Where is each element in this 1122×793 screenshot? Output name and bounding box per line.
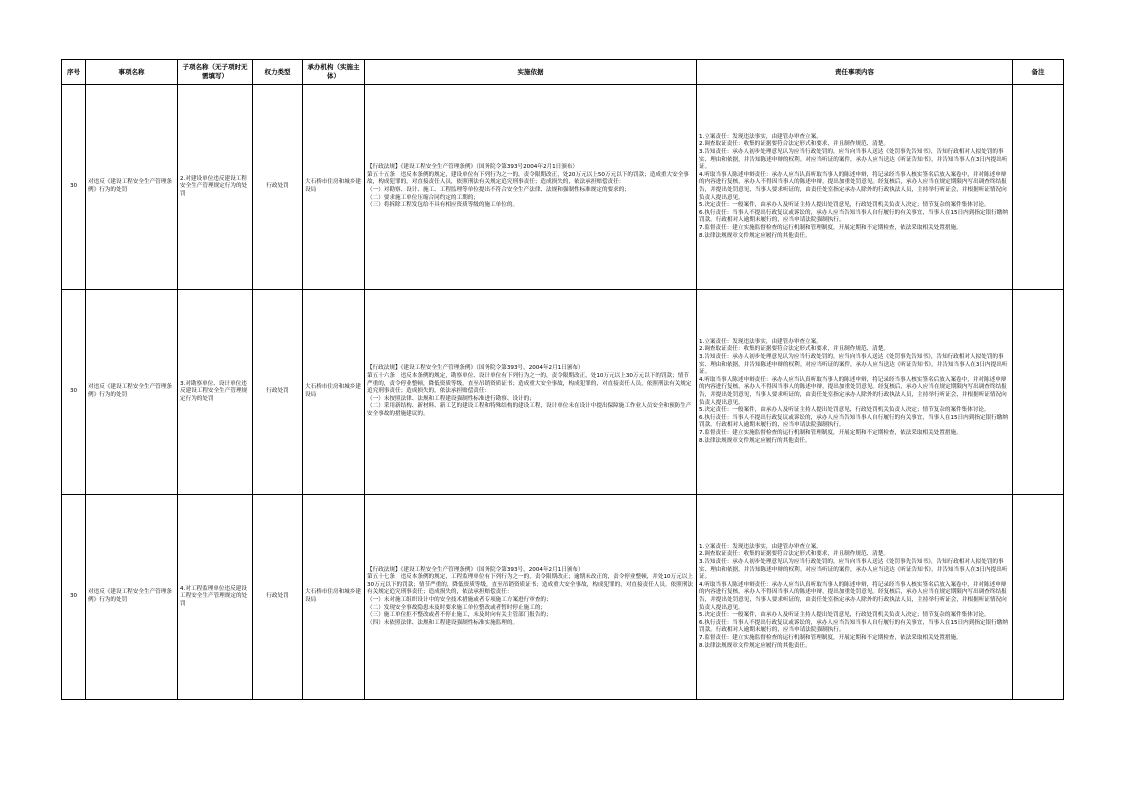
resp-line: 7.监督责任：建立实施监督检查的运行机制和管理制度，开展定期和不定期检查，依法采取相关处置措施。	[699, 634, 962, 641]
resp-line: 1.立案责任：发现违法事实，由建管办审查立案。	[699, 543, 822, 550]
row-seq: 30	[62, 495, 86, 700]
basis-line: 第五十六条 违反本条例的规定，勘察单位、设计单位有下列行为之一的，责令限期改正，处10万元以上30万元以下的罚款；情节严重的，责令停业整顿，降低资质等级，直至吊销资质证书；造成重大安全事故，构成犯罪的，对直接责任人员，依照刑法有关规定追究刑事责任；造成损失的，依法承担赔偿责任：	[367, 373, 692, 395]
header-item: 事项名称	[86, 60, 178, 85]
resp-line: 2.调查取证责任：收集的证据要符合法定形式和要求，并且制作规范、清楚。	[699, 346, 889, 353]
basis-line: （一）未对施工组织设计中的安全技术措施或者专项施工方案进行审查的；	[367, 597, 552, 603]
row-org: 大石桥市住房和城乡建设局	[303, 85, 365, 290]
resp-line: 5.决定责任：一般案件，由承办人及听证主持人提出处罚意见，行政处罚机关负责人决定；情节复杂的案件集体讨论。	[699, 612, 990, 619]
resp-line: 1.立案责任：发现违法事实，由建管办审查立案。	[699, 133, 822, 140]
basis-line: （二）采用新结构、新材料、新工艺的建设工程和特殊结构的建设工程，设计单位未在设计中提出保障施工作业人员安全和预防生产安全事故的措施建议的。	[367, 403, 692, 417]
resp-line: 7.监督责任：建立实施监督检查的运行机制和管理制度，开展定期和不定期检查，依法采取相关处置措施。	[699, 429, 962, 436]
resp-line: 4.听取当事人陈述申辩责任：承办人应当认真听取当事人的陈述申辩，将记录经当事人核实签名后放入案卷中，并对陈述申辩的内容进行复核，承办人不得因当事人的陈述申辩，提出加重处罚意见。经复核后，承办人应当在规定期限内写出调查终结报告，并提出处罚意见，当事人要求听证的，由责任处室指定承办人除外的行政执法人员，主持举行听证会，并根据听证情况向负责人提出意见。	[699, 376, 1007, 406]
row-type: 行政处罚	[253, 290, 303, 495]
header-org: 承办机构（实施主体）	[303, 60, 365, 85]
row-org: 大石桥市住房和城乡建设局	[303, 290, 365, 495]
table-row	[62, 495, 1064, 700]
resp-line: 6.执行责任：当事人不提出行政复议或诉讼的，承办人应当告知当事人自行履行的有关事宜，当事人在15日内到指定银行缴纳罚款。行政相对人逾期未履行的，应当申请法院强制执行。	[699, 209, 1008, 224]
resp-line: 1.立案责任：发现违法事实，由建管办审查立案。	[699, 338, 822, 345]
resp-line: 5.决定责任：一般案件，由承办人及听证主持人提出处罚意见，行政处罚机关负责人决定；情节复杂的案件集体讨论。	[699, 407, 990, 414]
resp-line: 4.听取当事人陈述申辩责任：承办人应当认真听取当事人的陈述申辩，将记录经当事人核实签名后放入案卷中，并对陈述申辩的内容进行复核，承办人不得因当事人的陈述申辩，提出加重处罚意见。经复核后，承办人应当在规定期限内写出调查终结报告，并提出处罚意见，当事人要求听证的，由责任处室指定承办人除外的行政执法人员，主持举行听证会，并根据听证情况向负责人提出意见。	[699, 581, 1007, 611]
table-row	[62, 290, 1064, 495]
basis-line: （一）对勘察、设计、施工、工程监理等单位提出不符合安全生产法律、法规和强制性标准规定的要求的；	[367, 187, 630, 193]
basis-line: 【行政法规】《建设工程安全生产管理条例》（国务院令第393号2004年2月1日颁布）	[367, 164, 579, 171]
header-seq: 序号	[62, 60, 86, 85]
basis-line: （二）要求施工单位压缩合同约定的工期的；	[367, 194, 479, 201]
basis-line: （三）将拆除工程发包给不具有相应资质等级的施工单位的。	[367, 202, 519, 209]
row-basis	[365, 495, 697, 700]
basis-line: （四）未依照法律、法规和工程建设强制性标准实施监理的。	[367, 619, 519, 626]
row-item: 对违反《建设工程安全生产管理条例》行为的处罚	[86, 290, 178, 495]
row-item: 对违反《建设工程安全生产管理条例》行为的处罚	[86, 85, 178, 290]
resp-line: 3.告知责任：承办人初步处理意见认为应当行政处罚的，应当向当事人送达《处罚事先告知书》，告知行政相对人拟处罚的事实、理由和依据，并告知陈述申辩的权利。对应当听证的案件，承办人应当送达《听证告知书》，并告知当事人在3日内提出听证。	[699, 354, 1008, 376]
row-seq: 30	[62, 290, 86, 495]
row-type: 行政处罚	[253, 85, 303, 290]
basis-line: 【行政法规】《建设工程安全生产管理条例》（国务院令第393号，2004年2月1日颁布）	[367, 566, 584, 573]
row-basis	[365, 290, 697, 495]
resp-line: 7.监督责任：建立实施监督检查的运行机制和管理制度，开展定期和不定期检查，依法采取相关处置措施。	[699, 224, 962, 231]
row-note	[1013, 495, 1064, 700]
row-sub: 4.对工程监理单位违反建设工程安全生产管理规定的处罚	[178, 495, 253, 700]
resp-line: 6.执行责任：当事人不提出行政复议或诉讼的，承办人应当告知当事人自行履行的有关事宜，当事人在15日内到指定银行缴纳罚款。行政相对人逾期未履行的，应当申请法院强制执行。	[699, 414, 1008, 429]
row-note	[1013, 85, 1064, 290]
row-resp	[697, 85, 1013, 290]
resp-line: 3.告知责任：承办人初步处理意见认为应当行政处罚的，应当向当事人送达《处罚事先告知书》，告知行政相对人拟处罚的事实、理由和依据，并告知陈述申辩的权利。对应当听证的案件，承办人应当送达《听证告知书》，并告知当事人在3日内提出听证。	[699, 559, 1008, 581]
basis-line: （三）施工单位拒不整改或者不停止施工，未及时向有关主管部门报告的；	[367, 612, 552, 619]
header-note: 备注	[1013, 60, 1064, 85]
row-resp	[697, 495, 1013, 700]
header-row	[62, 60, 1064, 85]
basis-line: 第五十五条 违反本条例的规定，建设单位有下列行为之一的，责令限期改正，处20万元以上50万元以下的罚款；造成重大安全事故，构成犯罪的，对直接责任人员，依照刑法有关规定追究刑事责任；造成损失的，依法承担赔偿责任：	[367, 171, 689, 186]
resp-line: 6.执行责任：当事人不提出行政复议或诉讼的，承办人应当告知当事人自行履行的有关事宜，当事人在15日内到指定银行缴纳罚款。行政相对人逾期未履行的，应当申请法院强制执行。	[699, 619, 1008, 634]
row-item: 对违反《建设工程安全生产管理条例》行为的处罚	[86, 495, 178, 700]
resp-line: 3.告知责任：承办人初步处理意见认为应当行政处罚的，应当向当事人送达《处罚事先告知书》，告知行政相对人拟处罚的事实、理由和依据，并告知陈述申辩的权利。对应当听证的案件，承办人应当送达《听证告知书》，并告知当事人在3日内提出听证。	[699, 149, 1008, 171]
resp-line: 5.决定责任：一般案件，由承办人及听证主持人提出处罚意见，行政处罚机关负责人决定；情节复杂的案件集体讨论。	[699, 202, 990, 209]
header-type: 权力类型	[253, 60, 303, 85]
resp-line: 2.调查取证责任：收集的证据要符合法定形式和要求，并且制作规范、清楚。	[699, 551, 889, 558]
resp-line: 2.调查取证责任：收集的证据要符合法定形式和要求，并且制作规范、清楚。	[699, 141, 889, 148]
basis-line: 第五十七条 违反本条例的规定，工程监理单位有下列行为之一的，责令限期改正；逾期未改正的，责令停业整顿，并处10万元以上30万元以下的罚款；情节严重的，降低资质等级，直至吊销资质证书；造成重大安全事故，构成犯罪的，对直接责任人员，依照刑法有关规定追究刑事责任；造成损失的，依法承担赔偿责任：	[367, 574, 693, 596]
header-basis: 实施依据	[365, 60, 697, 85]
basis-line: （二）发现安全事故隐患未及时要求施工单位整改或者暂时停止施工的；	[367, 604, 547, 611]
row-note	[1013, 290, 1064, 495]
header-resp: 责任事项内容	[697, 60, 1013, 85]
basis-line: （一）未按照法律、法规和工程建设强制性标准进行勘察、设计的；	[367, 395, 535, 402]
table-row	[62, 85, 1064, 290]
resp-line: 4.听取当事人陈述申辩责任：承办人应当认真听取当事人的陈述申辩，将记录经当事人核实签名后放入案卷中，并对陈述申辩的内容进行复核，承办人不得因当事人的陈述申辩，提出加重处罚意见。经复核后，承办人应当在规定期限内写出调查终结报告，并提出处罚意见，当事人要求听证的，由责任处室指定承办人除外的行政执法人员，主持举行听证会，并根据听证情况向负责人提出意见。	[699, 171, 1007, 201]
row-sub: 3.对勘察单位、设计单位违反建设工程安全生产管理规定行为的处罚	[178, 290, 253, 495]
row-org: 大石桥市住房和城乡建设局	[303, 495, 365, 700]
resp-line: 8.法律法规规章文件规定应履行的其他责任。	[699, 232, 811, 239]
resp-line: 8.法律法规规章文件规定应履行的其他责任。	[699, 437, 811, 444]
resp-line: 8.法律法规规章文件规定应履行的其他责任。	[699, 642, 811, 649]
row-sub: 2.对建设单位违反建设工程安全生产管理规定行为的处罚	[178, 85, 253, 290]
row-seq: 30	[62, 85, 86, 290]
row-basis	[365, 85, 697, 290]
row-resp	[697, 290, 1013, 495]
header-sub: 子项名称（无子项时无需填写）	[178, 60, 253, 85]
row-type: 行政处罚	[253, 495, 303, 700]
basis-line: 【行政法规】《建设工程安全生产管理条例》（国务院令第393号，2004年2月1日颁布）	[367, 365, 584, 372]
power-list-table	[61, 59, 1064, 700]
